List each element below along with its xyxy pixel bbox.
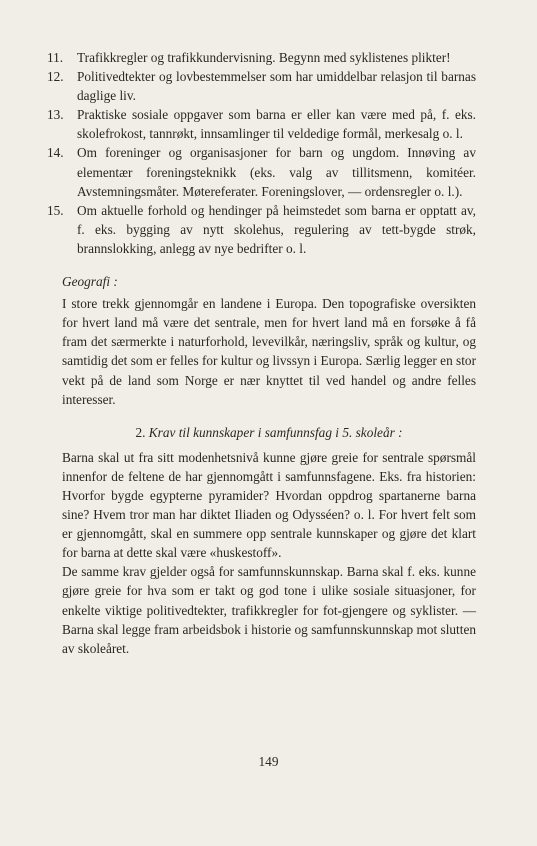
list-item [47,143,476,200]
page-number: 149 [258,754,279,769]
section-number: 2. [135,424,146,440]
geografi-paragraph: I store trekk gjennomgår en landene i Europa. Den topografiske oversikten for hvert land må være det sentrale, men for hvert land må en forsøke å få fram det særmerkte i naturforhold, levevilkår, næringsliv, språk og kultur, og samtidig det som er felles for kultur og livssyn i Europa. Særlig legger en stor vekt på de land som Norge er nær knyttet til ved handel og andre felles interesser. [62,296,476,407]
list-item-text: Om foreninger og organisasjoner for barn og ungdom. Innøving av elementær foreningsteknikk (eks. valg av tillitsmenn, komitéer. Avstemningsmåter. Møtereferater. Foreningslover, — ordensregler o. l.). [77,145,476,199]
list-item-number: 15. [47,202,64,218]
list-item [47,48,476,67]
list-item [47,67,476,105]
list-item-text: Praktiske sosiale oppgaver som barna er eller kan være med på, f. eks. skolefrokost, tannrøkt, innsamlinger til veldedige formål, merkesalg o. l. [77,107,476,142]
list-item-number: 13. [47,107,64,123]
body-text [47,48,476,658]
section-title [62,423,476,442]
section-paragraph: Barna skal ut fra sitt modenhetsnivå kunne gjøre greie for sentrale spørsmål innenfor de feltene de har gjennomgått i samfunnsfagene. Eks. fra historien: Hvorfor bygde egypterne pyramider? Hvordan oppdrog spartanerne barna sine? Hvem tror man har diktet Iliaden og Odysséen? o. l. For hvert felt som er gjennomgått, skal en summere opp sentrale kunnskaper og gjøre det klart for barna at dette skal være «huskestoff». [62,449,476,561]
list-item-number: 14. [47,145,64,161]
section-paragraph: De samme krav gjelder også for samfunnskunnskap. Barna skal f. eks. kunne gjøre greie for hva som er takt og god tone i ulike sosiale situasjoner, for enkelte viktige politivedtekter, trafikkregler for fot-gjengere og syklister. — Barna skal legge fram arbeidsbok i historie og samfunnskunnskap mot slutten av skoleåret. [62,564,476,656]
list-item [47,105,476,143]
list-item-number: 12. [47,69,64,85]
list-item [47,201,476,258]
list-item-text: Om aktuelle forhold og hendinger på heimstedet som barna er opptatt av, f. eks. bygging av nytt skolehus, regulering av tett-bygde strøk, brannslokking, anlegg av nye bedrifter o. l. [77,202,476,256]
list-item-number: 11. [47,50,64,65]
geografi-heading: Geografi : [62,274,118,290]
list-item-text: Trafikkregler og trafikkundervisning. Begynn med syklistenes plikter! [77,50,451,65]
list-item-text: Politivedtekter og lovbestemmelser som har umiddelbar relasjon til barnas daglige liv. [77,69,476,104]
section-title-text: Krav til kunnskaper i samfunnsfag i 5. skoleår : [148,424,403,440]
